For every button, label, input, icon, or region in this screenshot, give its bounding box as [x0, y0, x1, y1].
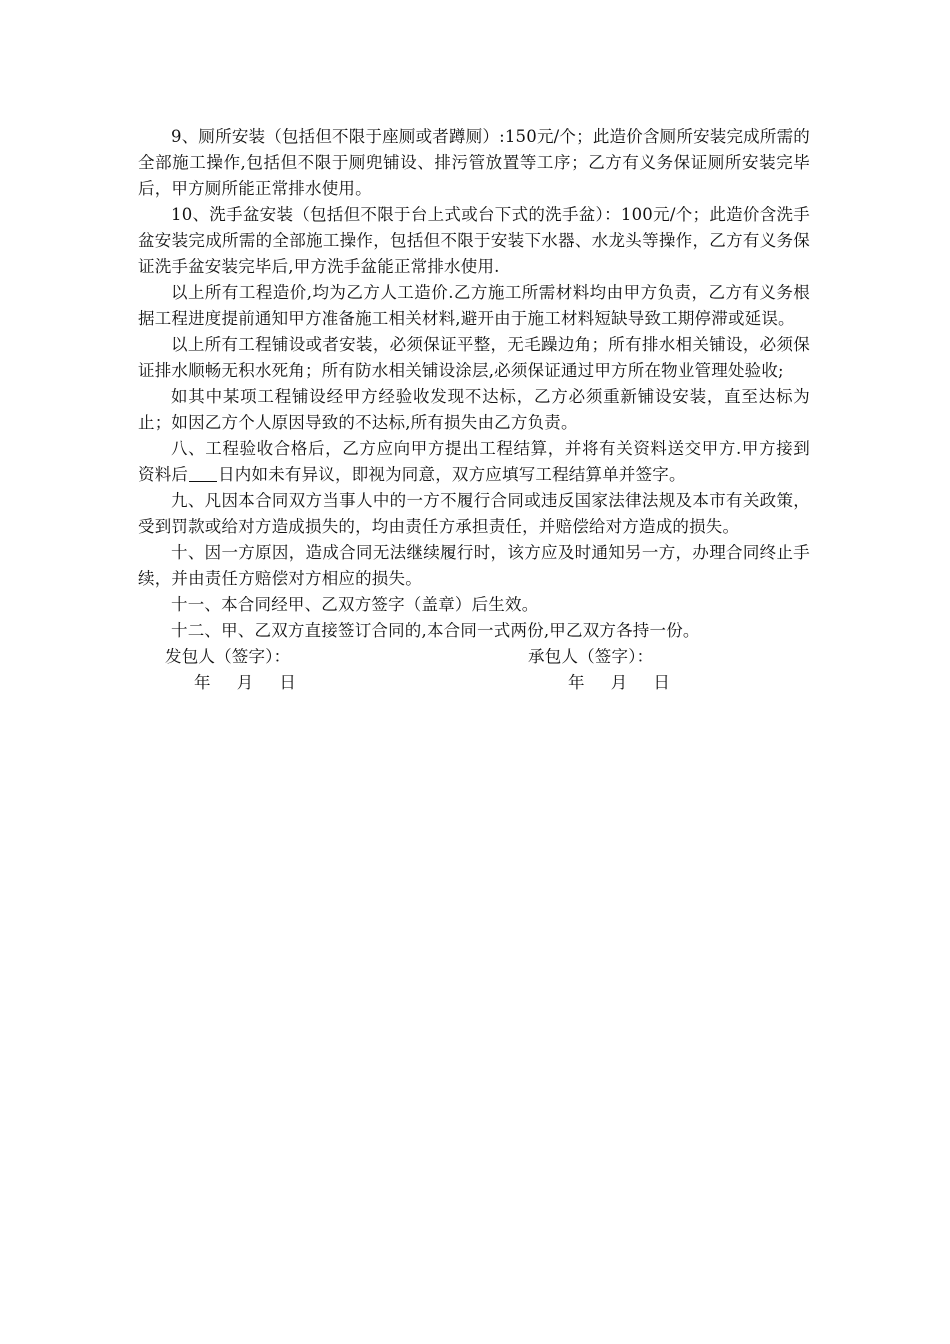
year-label: 年	[194, 673, 211, 692]
contractor-signature-label: 承包人（签字）：	[528, 647, 654, 666]
clause-8-settlement	[138, 436, 810, 488]
clause-9-liability: 九、凡因本合同双方当事人中的一方不履行合同或违反国家法律法规及本市有关政策，受到罚款或给对方造成损失的，均由责任方承担责任，并赔偿给对方造成的损失。	[138, 491, 810, 536]
month-label: 月	[236, 673, 254, 692]
clause-9-toilet: 9、厕所安装（包括但不限于座厕或者蹲厕）:150元/个；此造价含厕所安装完成所需的全部施工操作,包括但不限于厕兜铺设、排污管放置等工序；乙方有义务保证厕所安装完毕后，甲方厕所能正常排水使用。	[138, 127, 810, 198]
clause-10-termination: 十、因一方原因，造成合同无法继续履行时，该方应及时通知另一方，办理合同终止手续，并由责任方赔偿对方相应的损失。	[138, 543, 810, 588]
signature-row	[138, 644, 810, 670]
rework-paragraph: 如其中某项工程铺设经甲方经验收发现不达标，乙方必须重新铺设安装，直至达标为止；如因乙方个人原因导致的不达标,所有损失由乙方负责。	[138, 387, 810, 432]
labor-cost-paragraph: 以上所有工程造价,均为乙方人工造价.乙方施工所需材料均由甲方负责，乙方有义务根据工程进度提前通知甲方准备施工相关材料,避开由于施工材料短缺导致工期停滞或延误。	[138, 283, 810, 328]
clause-8-text-after: 日内如未有异议，即视为同意，双方应填写工程结算单并签字。	[218, 465, 686, 484]
quality-requirement-paragraph: 以上所有工程铺设或者安装，必须保证平整，无毛躁边角；所有排水相关铺设，必须保证排水顺畅无积水死角；所有防水相关铺设涂层,必须保证通过甲方所在物业管理处验收;	[138, 335, 810, 380]
date-row	[138, 670, 810, 696]
employer-signature-label: 发包人（签字）：	[165, 647, 291, 666]
contract-body	[138, 124, 810, 696]
days-blank-field[interactable]	[189, 463, 217, 482]
employer-date	[194, 670, 296, 696]
clause-11-effective: 十一、本合同经甲、乙双方签字（盖章）后生效。	[171, 595, 539, 614]
clause-10-washbasin: 10、洗手盆安装（包括但不限于台上式或台下式的洗手盆）：100元/个；此造价含洗手盆安装完成所需的全部施工操作，包括但不限于安装下水器、水龙头等操作，乙方有义务保证洗手盆安装完毕后,甲方洗手盆能正常排水使用.	[138, 205, 810, 276]
contractor-date	[568, 670, 670, 696]
month-label: 月	[610, 673, 628, 692]
day-label: 日	[279, 673, 297, 692]
clause-12-copies: 十二、甲、乙双方直接签订合同的,本合同一式两份,甲乙双方各持一份。	[171, 621, 700, 640]
day-label: 日	[653, 673, 671, 692]
year-label: 年	[568, 673, 585, 692]
clause-8-text-before: 八、工程验收合格后，乙方应向甲方提出工程结算，并将有关资料送交甲方.甲方接到资料后	[138, 439, 810, 484]
